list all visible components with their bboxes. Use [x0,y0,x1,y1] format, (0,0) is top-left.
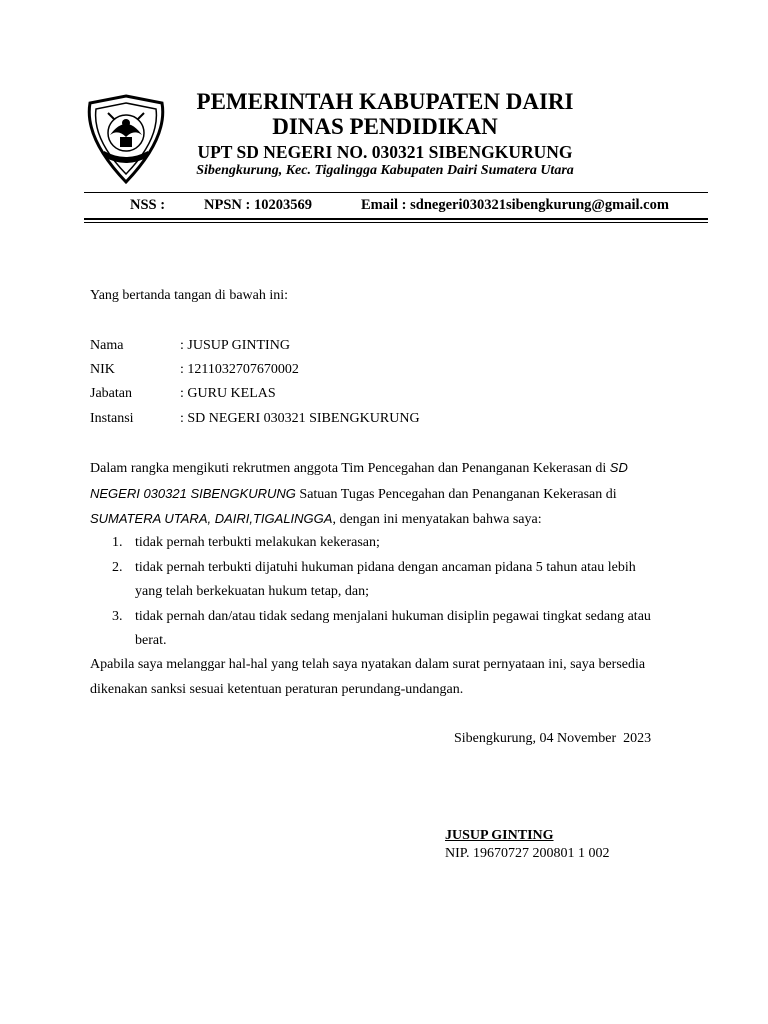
statement-region: SUMATERA UTARA, DAIRI,TIGALINGGA [90,511,333,526]
npsn-value: NPSN : 10203569 [204,197,312,213]
header-double-rule-bottom [84,222,708,223]
department-title: DINAS PENDIDIKAN [272,114,498,139]
list-item-number: 2. [112,560,123,575]
intro-text: Yang bertanda tangan di bawah ini: [90,288,289,303]
government-title: PEMERINTAH KABUPATEN DAIRI [196,89,574,114]
closing-line-2: dikenakan sanksi sesuai ketentuan peraturan perundang-undangan. [90,682,464,697]
list-item-number: 3. [112,609,123,624]
list-item-number: 1. [112,535,123,550]
nss-label: NSS : [130,197,166,213]
statement-line-3 [90,511,542,528]
list-item-cont: yang telah berkekuatan hukum tetap, dan; [135,584,370,599]
statement-line-2 [90,486,617,503]
list-item-cont: berat. [135,633,167,648]
header-divider [84,192,708,193]
closing-line-1: Apabila saya melanggar hal-hal yang telah saya nyatakan dalam surat pernyataan ini, saya bersedia [90,657,646,672]
statement-line-1 [90,460,628,477]
school-address: Sibengkurung, Kec. Tigalingga Kabupaten Dairi Sumatera Utara [196,163,574,178]
field-value-position: : GURU KELAS [180,386,276,401]
header-double-rule-top [84,218,708,220]
signatory-nip: NIP. 19670727 200801 1 002 [445,846,610,861]
school-name: UPT SD NEGERI NO. 030321 SIBENGKURUNG [197,142,573,162]
email-value: Email : sdnegeri030321sibengkurung@gmail.com [361,197,669,213]
field-label-position: Jabatan [90,386,132,401]
statement-school-cont: NEGERI 030321 SIBENGKURUNG [90,486,296,501]
statement-text-2: Satuan Tugas Pencegahan dan Penanganan Kekerasan di [295,487,617,502]
list-item: tidak pernah dan/atau tidak sedang menjalani hukuman disiplin pegawai tingkat sedang atau [135,609,651,624]
field-label-institution: Instansi [90,411,134,426]
field-value-institution: : SD NEGERI 030321 SIBENGKURUNG [180,411,420,426]
field-label-nik: NIK [90,362,115,377]
list-item: tidak pernah terbukti melakukan kekerasan; [135,535,380,550]
field-value-nik: : 1211032707670002 [180,362,299,377]
field-label-name: Nama [90,338,124,353]
school-identifiers [130,197,669,214]
statement-school: SD [609,460,628,475]
place-date: Sibengkurung, 04 November 2023 [454,731,652,746]
statement-text: Dalam rangka mengikuti rekrutmen anggota Tim Pencegahan dan Penanganan Kekerasan di [90,461,610,476]
signatory-name: JUSUP GINTING [445,828,554,843]
statement-text-3: , dengan ini menyatakan bahwa saya: [332,512,542,527]
list-item: tidak pernah terbukti dijatuhi hukuman pidana dengan ancaman pidana 5 tahun atau lebih [135,560,636,575]
field-value-name: : JUSUP GINTING [180,338,290,353]
